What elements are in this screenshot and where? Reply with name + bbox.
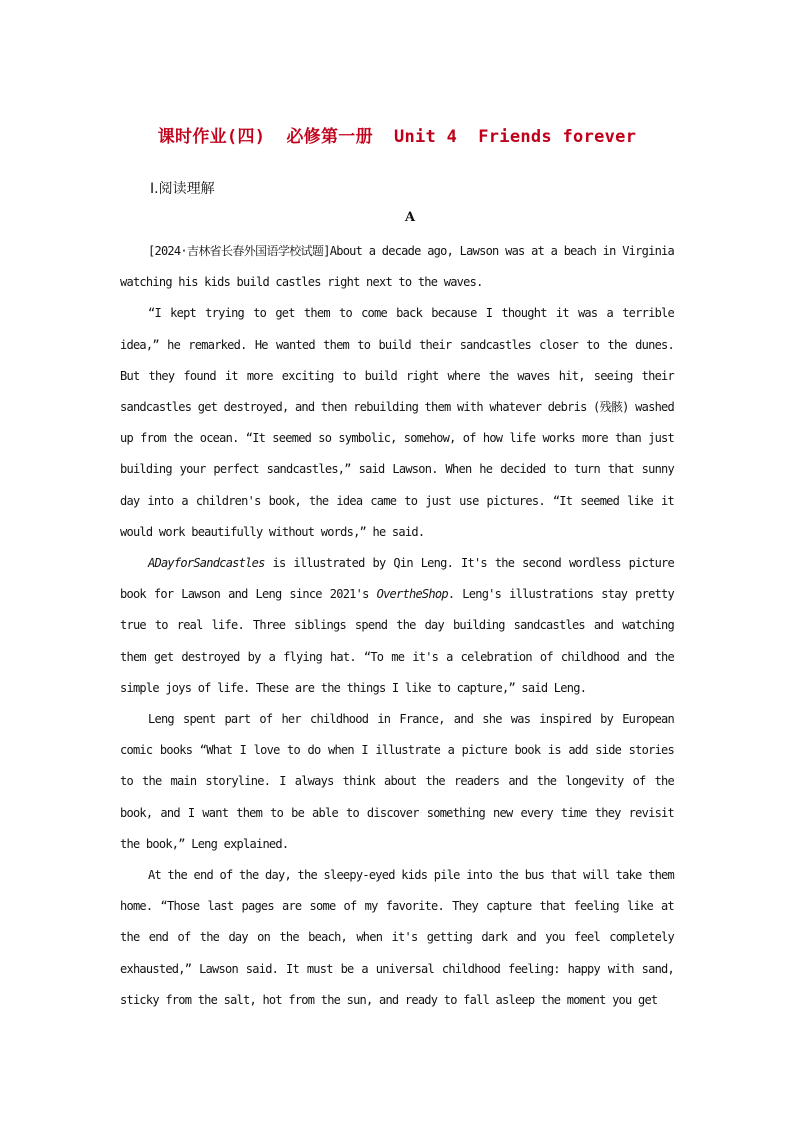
- paragraph-1: [2024·吉林省长春外国语学校试题]About a decade ago, Lawson was at a beach in Virginia watching his kids build castles right next to the waves.: [120, 244, 674, 290]
- paragraph-3: [120, 548, 674, 704]
- paragraph-5: At the end of the day, the sleepy-eyed kids pile into the bus that will take them home. “Those last pages are some of my favorite. They capture that feeling like at the end of the day on the beach, when it's getting dark and you feel completely exhausted,” Lawson said. It must be a universal childhood feeling: happy with sand, sticky from the salt, hot from the sun, and ready to fall asleep the moment you get: [120, 868, 674, 1007]
- paragraph-2: “I kept trying to get them to come back because I thought it was a terrible idea,” he remarked. He wanted them to build their sandcastles closer to the dunes. But they found it more exciting to build right where the waves hit, seeing their sandcastles get destroyed, and then rebuilding them with whatever debris (残骸) washed up from the ocean. “It seemed so symbolic, somehow, of how life works more than just building your perfect sandcastles,” said Lawson. When he decided to turn that sunny day into a children's book, the idea came to just use pictures. “It seemed like it would work beautifully without words,” he said.: [120, 306, 674, 539]
- paragraph-3-part-a: is illustrated by Qin Leng. It's the second wordless picture book for Lawson and Leng since 2021's: [120, 556, 674, 602]
- book-title-a-day-for-sandcastles: ADayforSandcastles: [148, 556, 265, 571]
- book-title-over-the-shop: OvertheShop: [376, 587, 448, 602]
- section-heading: Ⅰ.阅读理解: [150, 181, 215, 197]
- page-title: 课时作业(四) 必修第一册 Unit 4 Friends forever: [157, 127, 637, 147]
- paragraph-4: Leng spent part of her childhood in France, and she was inspired by European comic books “What I love to do when I illustrate a picture book is add side stories to the main storyline. I always think about the readers and the longevity of the book, and I want them to be able to discover something new every time they revisit the book,” Leng explained.: [120, 712, 674, 851]
- paragraph-3-part-b: . Leng's illustrations stay pretty true to real life. Three siblings spend the day building sandcastles and watching them get destroyed by a flying hat. “To me it's a celebration of childhood and the simple joys of life. These are the things I like to capture,” said Leng.: [120, 587, 674, 695]
- passage-label: A: [404, 210, 416, 225]
- passage-body: [120, 236, 674, 1016]
